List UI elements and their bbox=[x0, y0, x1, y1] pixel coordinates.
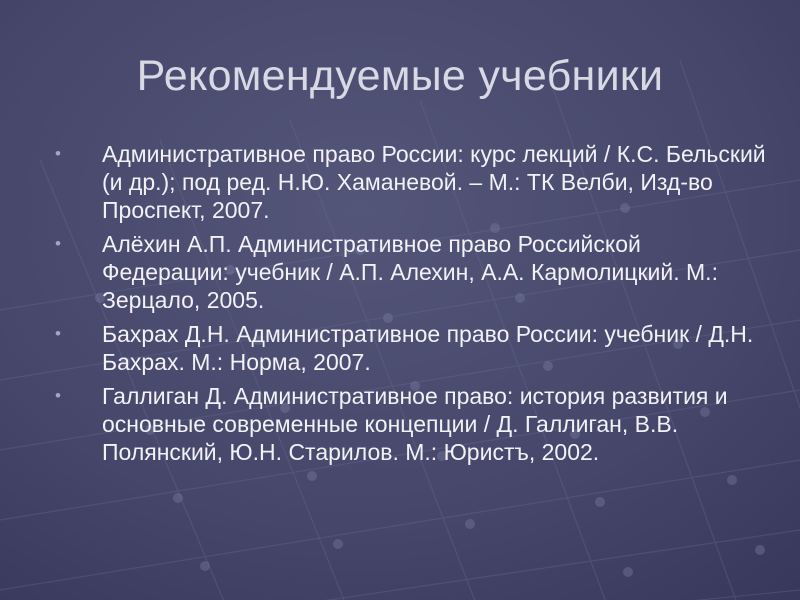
slide-title: Рекомендуемые учебники bbox=[136, 52, 664, 100]
bullet-icon: • bbox=[55, 324, 61, 343]
list-item-text: Бахрах Д.Н. Административное право России: учебник / Д.Н. Бахрах. М.: Норма, 2007. bbox=[102, 321, 754, 375]
textbook-list bbox=[48, 140, 768, 472]
bullet-icon: • bbox=[55, 144, 61, 163]
list-item-text: Административное право России: курс лекций / К.С. Бельский (и др.); под ред. Н.Ю. Хаманевой. – М.: ТК Велби, Изд-во Проспект, 2007. bbox=[102, 141, 766, 223]
list-item bbox=[48, 140, 768, 224]
list-item bbox=[48, 230, 768, 314]
list-item-text: Алёхин А.П. Административное право Российской Федерации: учебник / А.П. Алехин, А.А. Кармолицкий. М.: Зерцало, 2005. bbox=[102, 231, 718, 313]
bullet-icon: • bbox=[55, 234, 61, 253]
list-item-text: Галлиган Д. Административное право: история развития и основные современные концепции / Д. Галлиган, В.В. Полянский, Ю.Н. Старилов. М.: Юристъ, 2002. bbox=[102, 383, 728, 465]
list-item bbox=[48, 382, 768, 466]
bullet-icon: • bbox=[55, 386, 61, 405]
list-item bbox=[48, 320, 768, 376]
